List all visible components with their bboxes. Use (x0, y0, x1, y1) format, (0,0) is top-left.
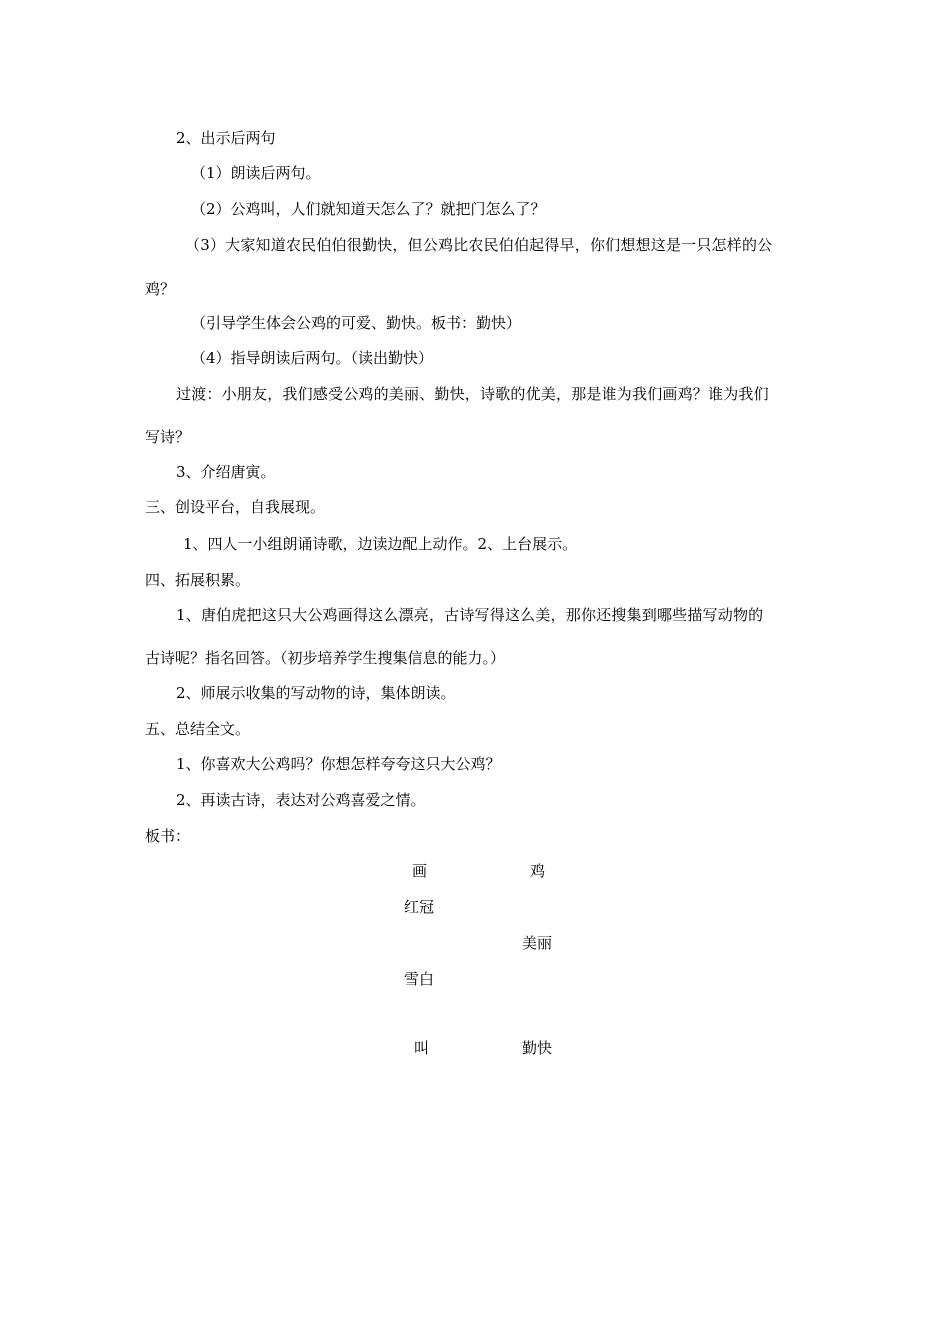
board-heading: 板书： (145, 827, 191, 845)
text-line: 古诗呢？指名回答。（初步培养学生搜集信息的能力。） (145, 649, 506, 667)
board-word-jiao: 叫 (414, 1039, 430, 1057)
text-line: （4）指导朗读后两句。（读出勤快） (191, 349, 434, 367)
text-line: 1、你喜欢大公鸡吗？你想怎样夸夸这只大公鸡？ (176, 755, 501, 773)
section-heading: 三、创设平台，自我展现。 (145, 498, 326, 516)
text-line: 过渡：小朋友，我们感受公鸡的美丽、勤快，诗歌的优美，那是谁为我们画鸡？谁为我们 (176, 385, 769, 403)
text-line: 3、介绍唐寅。 (176, 463, 276, 481)
text-line: 2、再读古诗，表达对公鸡喜爱之情。 (176, 791, 426, 809)
text-line: 1、四人一小组朗诵诗歌，边读边配上动作。2、上台展示。 (183, 535, 578, 553)
board-word-meili: 美丽 (522, 934, 553, 952)
board-word-qinkuai: 勤快 (522, 1039, 553, 1057)
text-line: （3）大家知道农民伯伯很勤快，但公鸡比农民伯伯起得早，你们想想这是一只怎样的公 (185, 236, 773, 254)
text-line: （1）朗读后两句。 (191, 164, 321, 182)
section-heading: 五、总结全文。 (145, 720, 251, 738)
board-word-hua: 画 (412, 862, 428, 880)
text-line: 2、出示后两句 (176, 129, 276, 147)
text-line: 鸡？ (145, 280, 176, 298)
text-line: （引导学生体会公鸡的可爱、勤快。板书：勤快） (191, 314, 522, 332)
text-line: 1、唐伯虎把这只大公鸡画得这么漂亮，古诗写得这么美，那你还搜集到哪些描写动物的 (176, 606, 764, 624)
section-heading: 四、拓展积累。 (145, 571, 251, 589)
board-word-xuebai: 雪白 (404, 970, 435, 988)
board-word-ji: 鸡 (530, 862, 546, 880)
board-word-hongguan: 红冠 (404, 898, 435, 916)
text-line: 2、师展示收集的写动物的诗，集体朗读。 (176, 684, 456, 702)
text-line: （2）公鸡叫，人们就知道天怎么了？就把门怎么了？ (191, 200, 546, 218)
text-line: 写诗？ (145, 428, 191, 446)
